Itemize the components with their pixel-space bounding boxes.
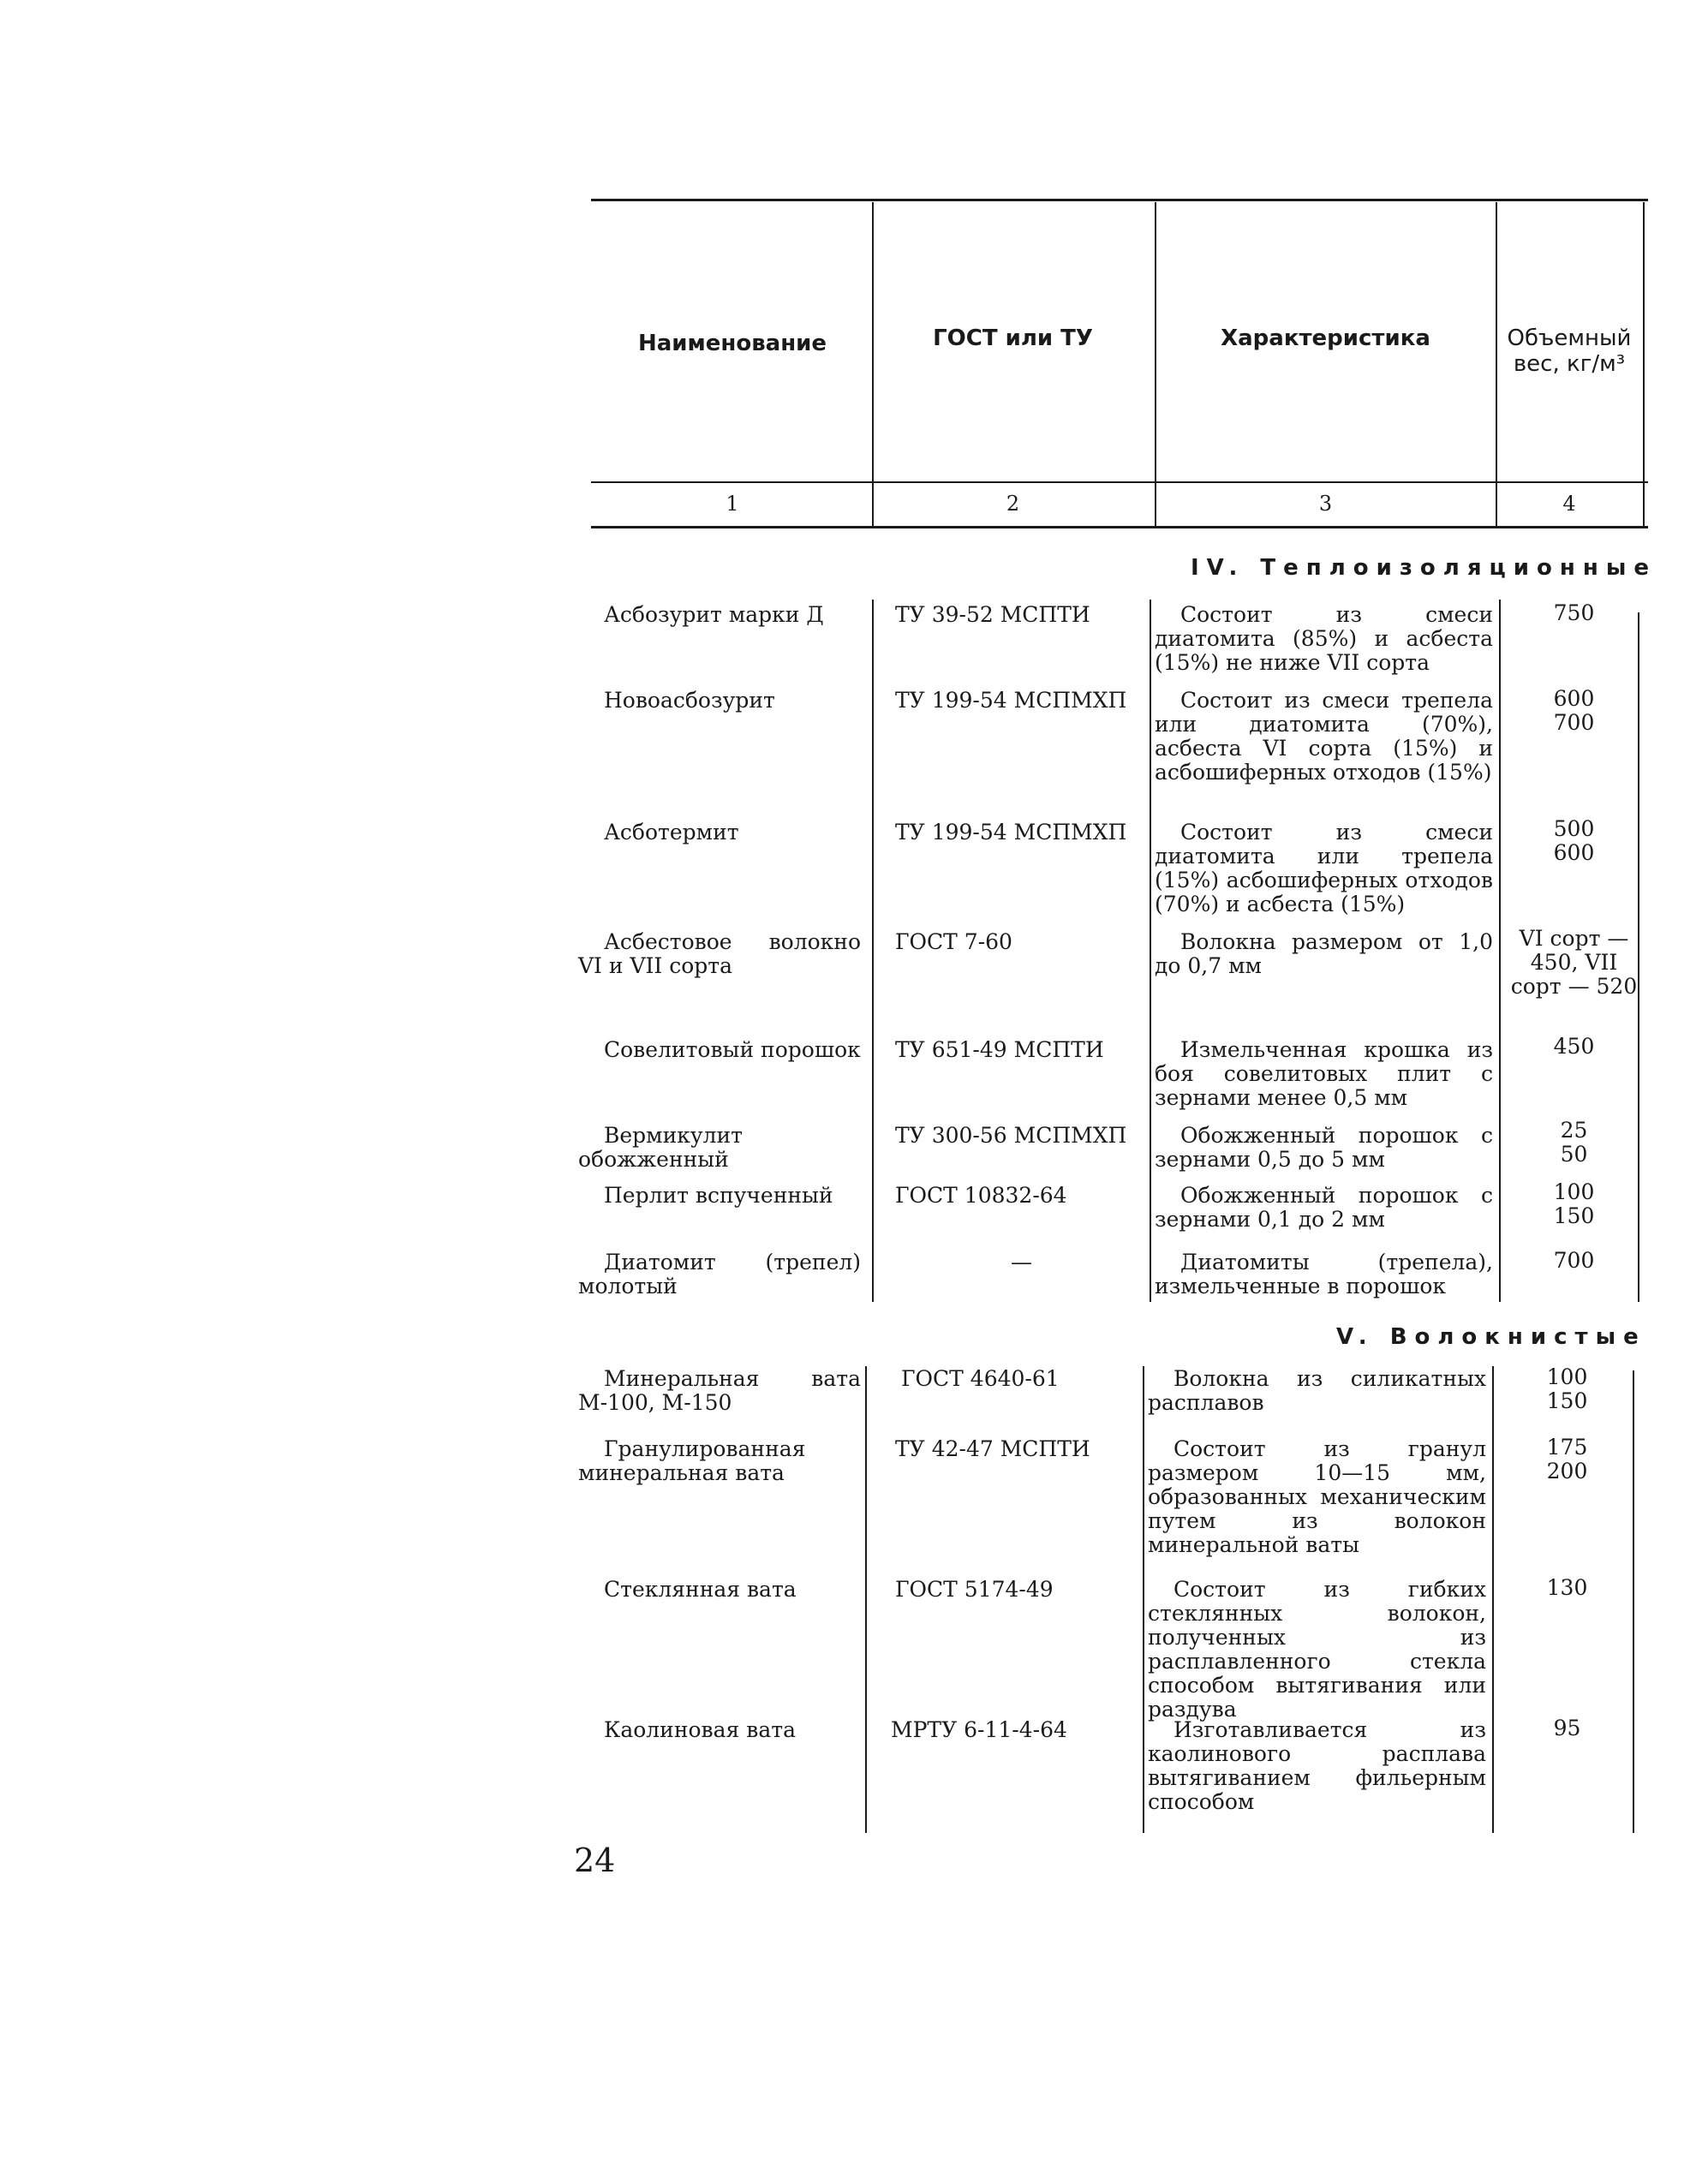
column-number-2: 2 [1006, 492, 1020, 516]
header-weight: Объемный вес, кг/м³ [1507, 325, 1632, 377]
gost-code: ГОСТ 7-60 [895, 929, 1012, 954]
section-iv-divider-1 [872, 600, 874, 1302]
header-characteristic: Характеристика [1221, 325, 1430, 351]
gost-code: ГОСТ 4640-61 [901, 1366, 1060, 1391]
section-v-divider-3 [1492, 1366, 1494, 1833]
gost-code: ТУ 199-54 МСПМХП [895, 820, 1127, 845]
section-title: V. Волокнистые [1336, 1324, 1646, 1350]
gost-code: — [1011, 1250, 1032, 1275]
header-gost: ГОСТ или ТУ [933, 325, 1093, 351]
volume-weight: 95 [1553, 1716, 1581, 1740]
gost-code: ТУ 42-47 МСПТИ [895, 1436, 1090, 1461]
gost-code: ГОСТ 5174-49 [895, 1577, 1054, 1602]
characteristic-text: Изготавливается из каолинового расплава вытягиванием фильерным способом [1148, 1717, 1486, 1814]
gost-code: ТУ 199-54 МСПМХП [895, 688, 1127, 713]
column-number-4: 4 [1562, 492, 1576, 516]
header-divider-4 [1643, 202, 1645, 526]
material-name: Совелитовый порошок [604, 1037, 861, 1062]
material-name: Асбозурит марки Д [604, 602, 824, 627]
material-name: Новоасбозурит [604, 688, 775, 713]
material-name: Асботермит [604, 820, 739, 845]
characteristic-text: Обожженный порошок с зернами 0,1 до 2 мм [1155, 1183, 1493, 1232]
volume-weight: VI сорт — 450, VII сорт — 520 [1510, 926, 1638, 999]
section-title: IV. Теплоизоляционные [1191, 555, 1657, 581]
header-divider-3 [1496, 202, 1497, 526]
material-name: Стеклянная вата [604, 1577, 797, 1602]
column-number-3: 3 [1318, 492, 1333, 516]
volume-weight: 450 [1553, 1034, 1595, 1059]
material-name: Гранулированная минеральная вата [578, 1436, 806, 1485]
table-top-rule [591, 199, 1648, 201]
gost-code: ТУ 300-56 МСПМХП [895, 1123, 1127, 1148]
header-divider-2 [1155, 202, 1156, 526]
volume-weight: 700 [1553, 1248, 1595, 1273]
numbers-bottom-rule [591, 526, 1648, 528]
section-iv-divider-3 [1499, 600, 1501, 1302]
volume-weight: 100 150 [1546, 1364, 1588, 1413]
characteristic-text: Волокна из силикатных расплавов [1148, 1366, 1486, 1415]
volume-weight: 25 50 [1560, 1118, 1588, 1167]
volume-weight: 600 700 [1553, 686, 1595, 735]
section-v-divider-1 [865, 1366, 867, 1833]
material-name: Минеральная вата М-100, М-150 [578, 1366, 861, 1415]
gost-code: ТУ 651-49 МСПТИ [895, 1037, 1104, 1062]
material-name: Каолиновая вата [604, 1717, 796, 1742]
header-name: Наименование [637, 331, 827, 356]
volume-weight: 130 [1546, 1575, 1588, 1600]
characteristic-text: Состоит из смеси трепела или диатомита (70%), асбеста VI сорта (15%) и асбошиферных отходов (15%) [1155, 688, 1493, 785]
characteristic-text: Состоит из смеси диатомита или трепела (15%) асбошиферных отходов (70%) и асбеста (15%) [1155, 820, 1493, 916]
volume-weight: 500 600 [1553, 816, 1595, 865]
volume-weight: 750 [1553, 600, 1595, 625]
characteristic-text: Диатомиты (трепела), измельченные в порошок [1155, 1250, 1493, 1298]
material-name: Асбестовое волокно VI и VII сорта [578, 929, 861, 978]
material-name: Вермикулит обожженный [578, 1123, 743, 1172]
gost-code: МРТУ 6-11-4-64 [891, 1717, 1067, 1742]
characteristic-text: Волокна размером от 1,0 до 0,7 мм [1155, 929, 1493, 978]
header-divider-1 [872, 202, 874, 526]
volume-weight: 175 200 [1546, 1435, 1588, 1483]
gost-code: ТУ 39-52 МСПТИ [895, 602, 1090, 627]
gost-code: ГОСТ 10832-64 [895, 1183, 1067, 1208]
header-bottom-rule [591, 481, 1648, 483]
material-name: Перлит вспученный [604, 1183, 833, 1208]
column-number-1: 1 [726, 492, 739, 516]
characteristic-text: Обожженный порошок с зернами 0,5 до 5 мм [1155, 1123, 1493, 1172]
characteristic-text: Состоит из смеси диатомита (85%) и асбеста (15%) не ниже VII сорта [1155, 602, 1493, 675]
volume-weight: 100 150 [1553, 1179, 1595, 1228]
characteristic-text: Состоит из гранул размером 10—15 мм, образованных механическим путем из волокон минеральной ваты [1148, 1436, 1486, 1557]
characteristic-text: Измельченная крошка из боя совелитовых плит с зернами менее 0,5 мм [1155, 1037, 1493, 1110]
characteristic-text: Состоит из гибких стеклянных волокон, полученных из расплавленного стекла способом вытягивания или раздува [1148, 1577, 1486, 1722]
page-number: 24 [574, 1842, 616, 1879]
material-name: Диатомит (трепел) молотый [578, 1250, 861, 1298]
